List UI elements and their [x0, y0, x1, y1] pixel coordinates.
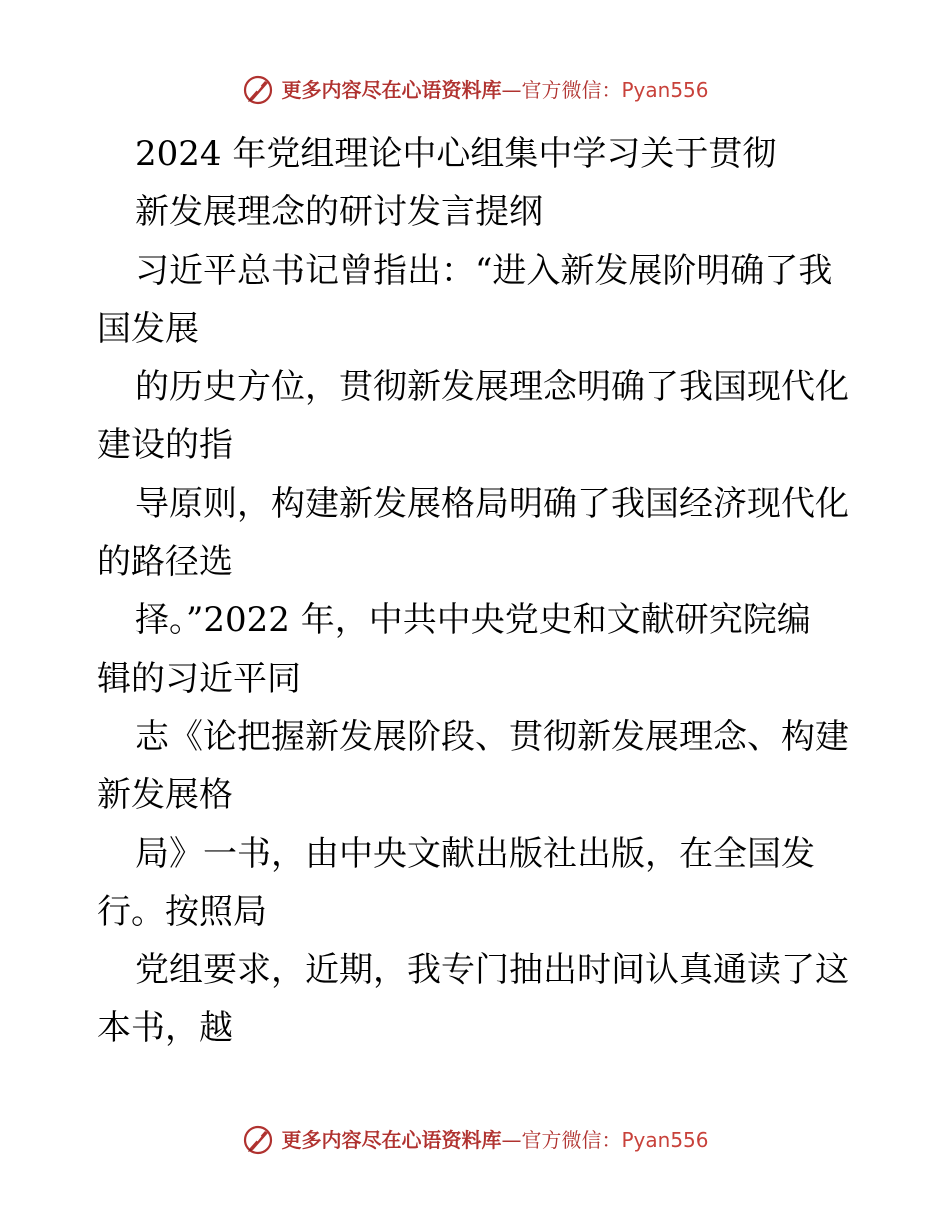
text-line: 2024 年党组理论中心组集中学习关于贯彻 [135, 134, 777, 174]
text-line: 志《论把握新发展阶段、贯彻新发展理念、构建 [135, 716, 849, 757]
text-line: 辑的习近平同 [97, 658, 301, 699]
text-line: 择。”2022 年，中共中央党史和文献研究院编 [135, 600, 811, 641]
text-line: 习近平总书记曾指出：“进入新发展阶明确了我 [135, 250, 833, 291]
banner-wechat-label: 官方微信： [521, 78, 622, 102]
banner-dash: — [501, 78, 522, 102]
text-line: 行。按照局 [97, 891, 267, 932]
text-line: 党组要求，近期，我专门抽出时间认真通读了这 [135, 950, 849, 991]
text-line: 新发展格 [97, 775, 233, 816]
text-line: 的路径选 [97, 542, 233, 583]
header-watermark-banner [0, 70, 950, 110]
text-line: 新发展理念的研讨发言提纲 [135, 192, 543, 233]
quill-pen-logo-icon [241, 73, 275, 107]
document-body [97, 125, 857, 1058]
footer-watermark-banner [0, 1120, 950, 1160]
banner-site-name: 更多内容尽在心语资料库 [281, 1128, 502, 1152]
text-line: 的历史方位，贯彻新发展理念明确了我国现代化 [135, 367, 849, 408]
banner-wechat-account: Pyan556 [621, 1128, 709, 1152]
banner-wechat-label: 官方微信： [521, 1128, 622, 1152]
banner-dash: — [501, 1128, 522, 1152]
text-line: 导原则，构建新发展格局明确了我国经济现代化 [135, 483, 849, 524]
text-line: 国发展 [97, 308, 199, 349]
banner-site-name: 更多内容尽在心语资料库 [281, 78, 502, 102]
text-line: 本书，越 [97, 1008, 233, 1049]
text-line: 局》一书，由中央文献出版社出版，在全国发 [135, 833, 815, 874]
quill-pen-logo-icon [241, 1123, 275, 1157]
text-line: 建设的指 [97, 425, 233, 466]
banner-wechat-account: Pyan556 [621, 78, 709, 102]
